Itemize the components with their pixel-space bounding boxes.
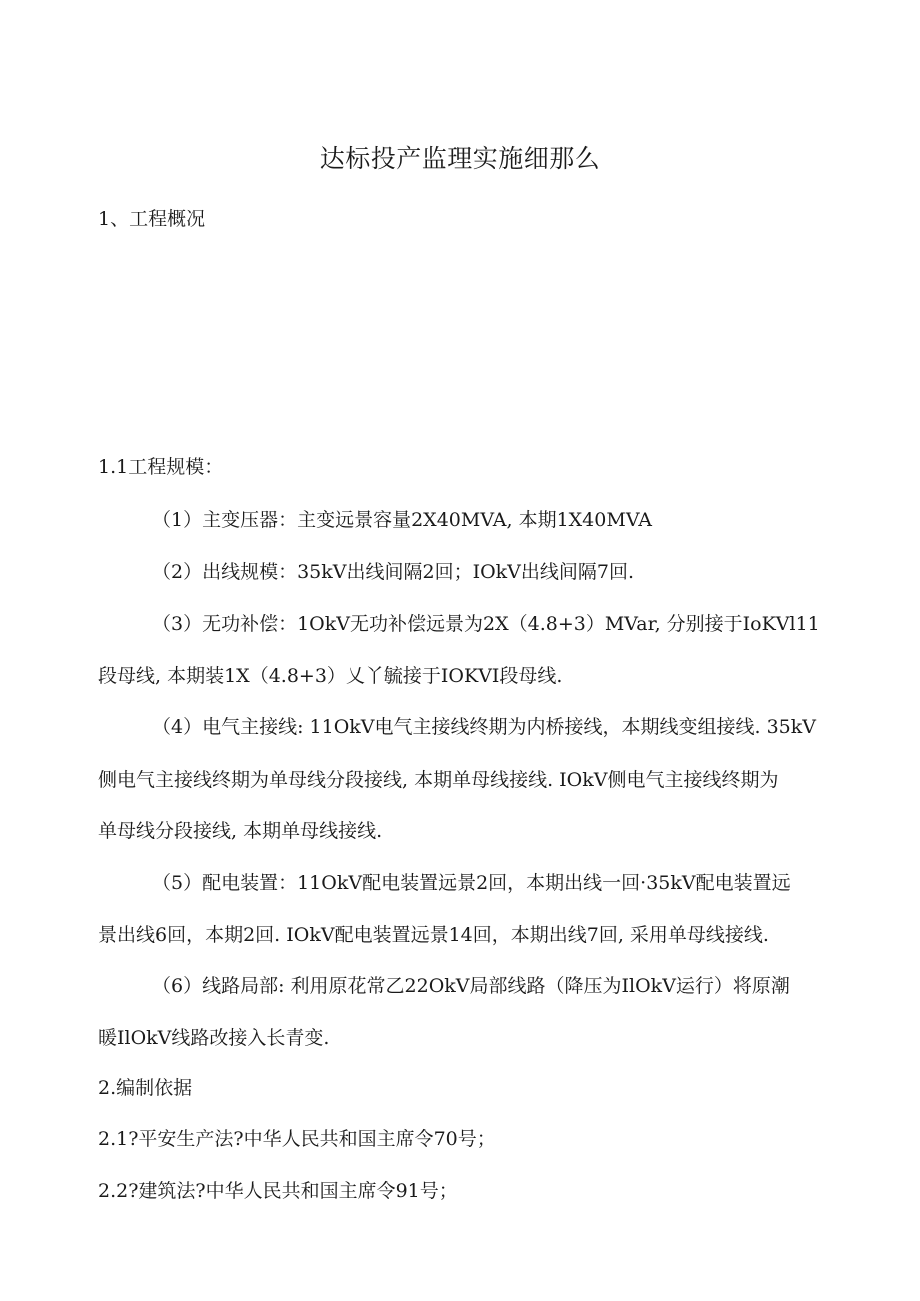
section-heading-2: 2.编制依据: [98, 1077, 193, 1099]
paragraph-switchgear-line2: 景出线6回，本期2回. IOkV配电装置远景14回，本期出线7回, 采用单母线接线.: [98, 924, 769, 946]
paragraph-main-wiring-line2: 侧电气主接线终期为单母线分段接线, 本期单母线接线. IOkV侧电气主接线终期为: [98, 769, 779, 791]
list-item-2-2: 2.2?建筑法?中华人民共和国主席令91号；: [98, 1180, 458, 1202]
paragraph-main-wiring-line3: 单母线分段接线, 本期单母线接线.: [98, 820, 383, 842]
paragraph-main-wiring-line1: （4）电气主接线: 11OkV电气主接线终期为内桥接线，本期线变组接线. 35kV: [152, 716, 817, 738]
section-heading-1: 1、工程概况: [98, 208, 206, 230]
subsection-heading-1-1: 1.1工程规模：: [98, 456, 224, 478]
paragraph-reactive-compensation-line2: 段母线, 本期装1X（4.8+3）乂丫毓接于IOKVI段母线.: [98, 665, 563, 687]
paragraph-reactive-compensation-line1: （3）无功补偿：1OkV无功补偿远景为2X（4.8+3）MVar, 分别接于IoKVl11: [152, 613, 820, 635]
paragraph-outgoing-lines: （2）出线规模：35kV出线间隔2回；IOkV出线间隔7回.: [152, 561, 635, 583]
document-title: 达标投产监理实施细那么: [319, 144, 601, 173]
paragraph-line-section-line2: 暖IlOkV线路改接入长青变.: [98, 1027, 330, 1049]
paragraph-line-section-line1: （6）线路局部: 利用原花常乙22OkV局部线路（降压为IlOkV运行）将原潮: [152, 975, 790, 997]
paragraph-main-transformer: （1）主变压器：主变远景容量2X40MVA, 本期1X40MVA: [152, 509, 652, 531]
list-item-2-1: 2.1?平安生产法?中华人民共和国主席令70号；: [98, 1128, 496, 1150]
paragraph-switchgear-line1: （5）配电装置：11OkV配电装置远景2回，本期出线一回·35kV配电装置远: [152, 872, 791, 894]
